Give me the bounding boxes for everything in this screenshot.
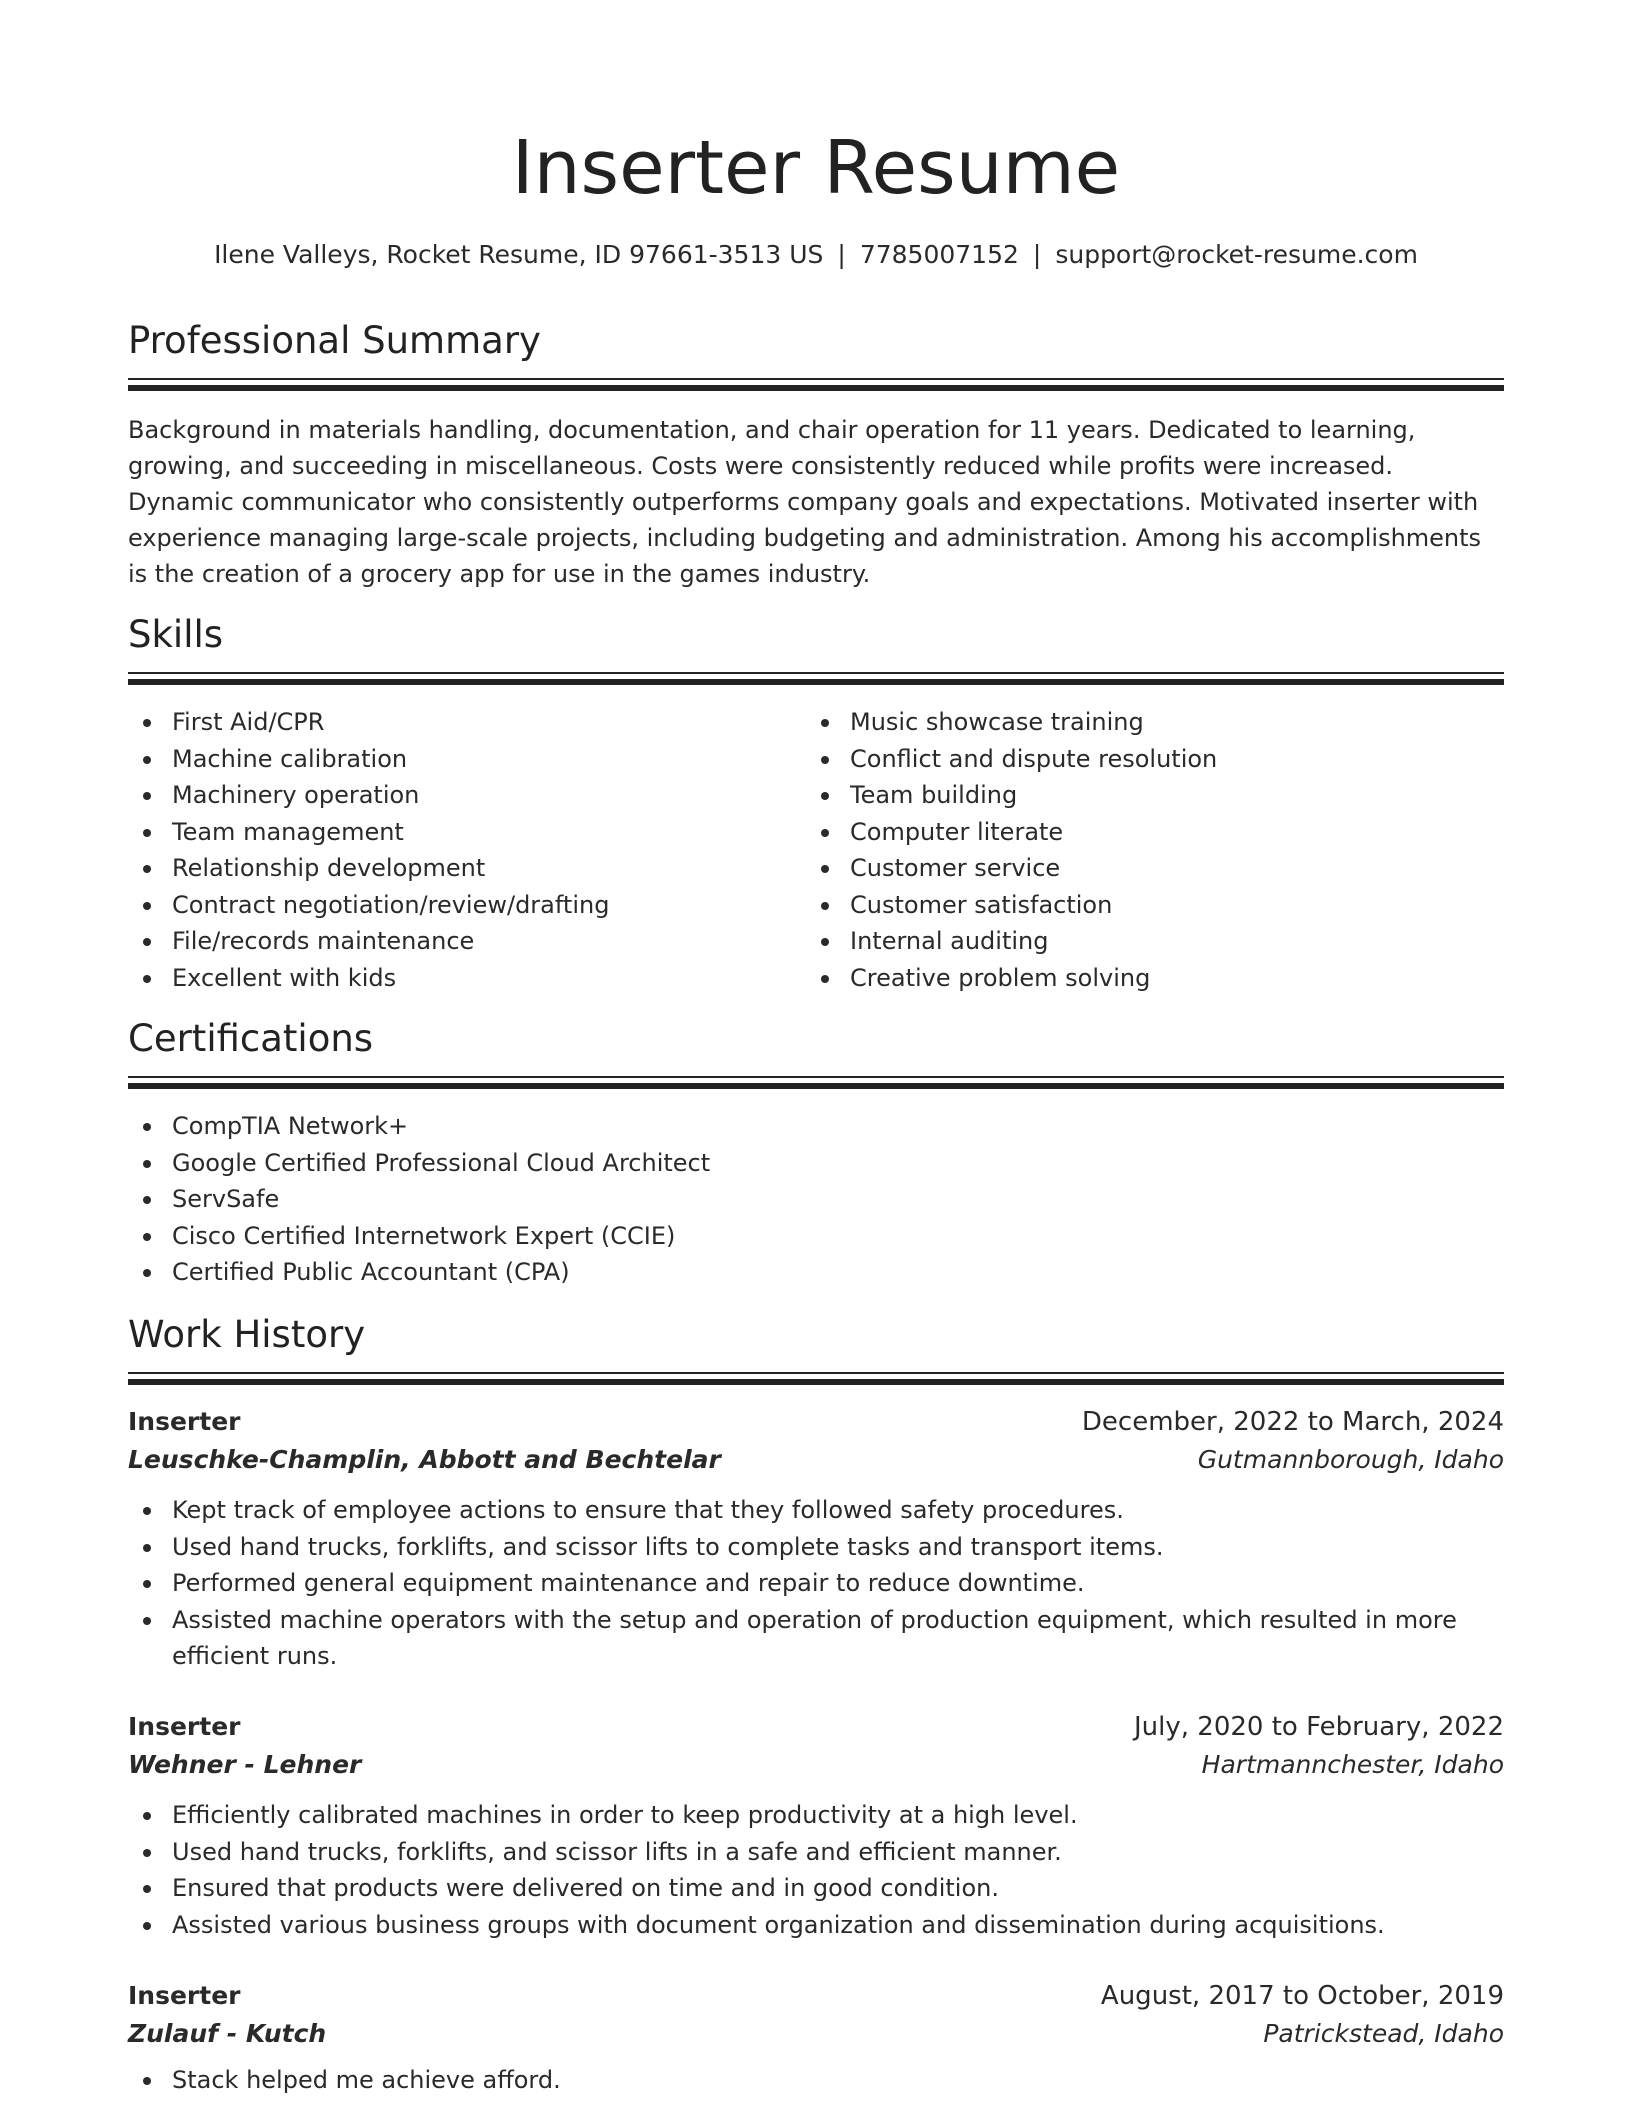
skill-item: File/records maintenance: [128, 923, 806, 960]
skills-section: [128, 610, 1504, 996]
work-history-section: [128, 1310, 1504, 1386]
job-company: Zulauf - Kutch: [128, 2019, 327, 2048]
skills-list-left: [128, 704, 806, 996]
job-subheader: [128, 1745, 1504, 1785]
certifications-list: [128, 1108, 1504, 1291]
certification-item: CompTIA Network+: [128, 1108, 1504, 1145]
skill-item: Machinery operation: [128, 777, 806, 814]
job-location: Hartmannchester, Idaho: [1201, 1750, 1504, 1779]
job-subheader: [128, 2014, 1504, 2054]
job-entry: [128, 1709, 1504, 1943]
skills-columns: [128, 704, 1504, 996]
skill-item: Customer satisfaction: [806, 887, 1484, 924]
job-duties-list: [128, 1797, 1504, 1943]
certifications-section: [128, 1014, 1504, 1291]
skills-heading: Skills: [128, 613, 224, 656]
section-divider: [128, 1076, 1504, 1090]
job-header: [128, 1709, 1504, 1745]
job-duties-list: [128, 2062, 1504, 2099]
contact-separator: |: [1032, 240, 1042, 269]
skill-item: Relationship development: [128, 850, 806, 887]
skill-item: Conflict and dispute resolution: [806, 741, 1484, 778]
job-duty-item: Assisted various business groups with document organization and dissemination during acquisitions.: [128, 1907, 1504, 1944]
job-title: Inserter: [128, 1981, 241, 2010]
contact-separator: |: [837, 240, 846, 269]
summary-section: [128, 316, 1504, 592]
job-company: Leuschke-Champlin, Abbott and Bechtelar: [128, 1445, 721, 1474]
contact-phone: 7785007152: [859, 240, 1019, 269]
work-history-heading: Work History: [128, 1313, 366, 1356]
certification-item: Certified Public Accountant (CPA): [128, 1254, 1504, 1291]
skill-item: Contract negotiation/review/drafting: [128, 887, 806, 924]
section-divider: [128, 672, 1504, 686]
job-duty-item: Used hand trucks, forklifts, and scissor lifts to complete tasks and transport items.: [128, 1529, 1504, 1566]
contact-line: [128, 237, 1504, 273]
summary-heading: Professional Summary: [128, 319, 541, 362]
skill-item: Customer service: [806, 850, 1484, 887]
job-duty-item: Kept track of employee actions to ensure that they followed safety procedures.: [128, 1492, 1504, 1529]
skill-item: Team building: [806, 777, 1484, 814]
job-title: Inserter: [128, 1407, 241, 1436]
section-divider: [128, 378, 1504, 392]
contact-email: support@rocket-resume.com: [1055, 240, 1418, 269]
job-header: [128, 1404, 1504, 1440]
job-entry: [128, 1978, 1504, 2099]
resume-title: Inserter Resume: [511, 125, 1121, 211]
certification-item: Google Certified Professional Cloud Architect: [128, 1145, 1504, 1182]
job-duty-item: Assisted machine operators with the setup and operation of production equipment, which resulted in more efficient runs.: [128, 1602, 1504, 1675]
skill-item: First Aid/CPR: [128, 704, 806, 741]
job-duty-item: Used hand trucks, forklifts, and scissor lifts in a safe and efficient manner.: [128, 1834, 1504, 1871]
job-duty-item: Performed general equipment maintenance and repair to reduce downtime.: [128, 1565, 1504, 1602]
summary-text: Background in materials handling, documentation, and chair operation for 11 years. Dedicated to learning, growing, and succeeding in miscellaneous. Costs were consistently reduced while profits were increased. Dynamic communicator who consistently outperforms company goals and expectations. Motivated inserter with experience managing large-scale projects, including budgeting and administration. Among his accomplishments is the creation of a grocery app for use in the games industry.: [128, 416, 1482, 588]
job-dates: December, 2022 to March, 2024: [1081, 1407, 1504, 1437]
section-divider: [128, 1372, 1504, 1386]
certification-item: Cisco Certified Internetwork Expert (CCIE): [128, 1218, 1504, 1255]
skill-item: Machine calibration: [128, 741, 806, 778]
job-duty-item: Stack helped me achieve afford.: [128, 2062, 1504, 2099]
job-company: Wehner - Lehner: [128, 1750, 362, 1779]
certifications-heading: Certifications: [128, 1017, 374, 1060]
job-duty-item: Ensured that products were delivered on time and in good condition.: [128, 1870, 1504, 1907]
contact-address: Ilene Valleys, Rocket Resume, ID 97661-3513 US: [214, 240, 824, 269]
job-header: [128, 1978, 1504, 2014]
job-dates: July, 2020 to February, 2022: [1134, 1712, 1504, 1742]
skill-item: Creative problem solving: [806, 960, 1484, 997]
job-location: Gutmannborough, Idaho: [1197, 1445, 1504, 1474]
job-duties-list: [128, 1492, 1504, 1675]
job-subheader: [128, 1440, 1504, 1480]
skill-item: Internal auditing: [806, 923, 1484, 960]
skills-list-right: [806, 704, 1484, 996]
certification-item: ServSafe: [128, 1181, 1504, 1218]
job-duty-item: Efficiently calibrated machines in order to keep productivity at a high level.: [128, 1797, 1504, 1834]
job-location: Patrickstead, Idaho: [1263, 2019, 1504, 2048]
job-title: Inserter: [128, 1712, 241, 1741]
job-entry: [128, 1404, 1504, 1675]
skill-item: Excellent with kids: [128, 960, 806, 997]
job-dates: August, 2017 to October, 2019: [1100, 1981, 1504, 2011]
skill-item: Music showcase training: [806, 704, 1484, 741]
skill-item: Computer literate: [806, 814, 1484, 851]
skill-item: Team management: [128, 814, 806, 851]
